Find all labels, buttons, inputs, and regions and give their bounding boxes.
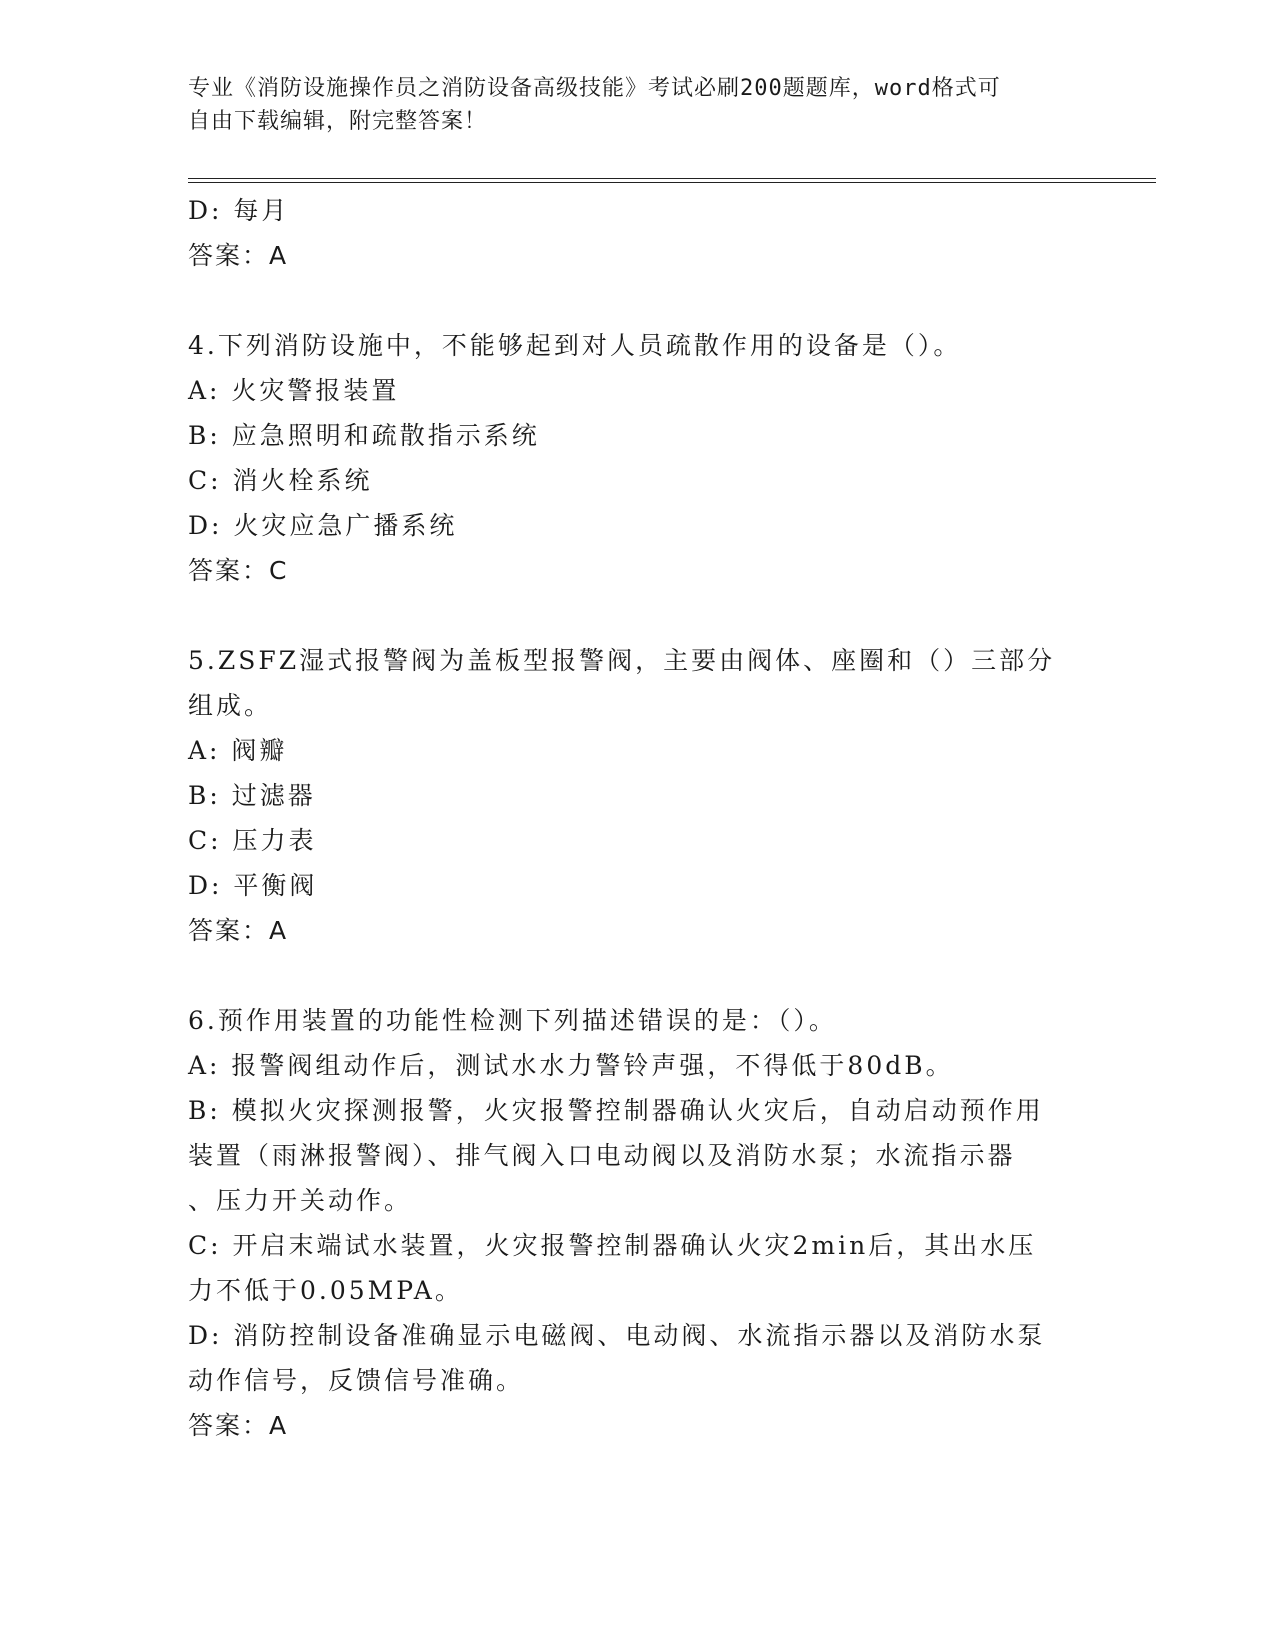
question-text: 6.预作用装置的功能性检测下列描述错误的是：（）。 [188,1006,837,1035]
option-b: B: 应急照明和疏散指示系统 [188,421,540,450]
option-c: C: 开启末端试水装置，火灾报警控制器确认火灾2min后，其出水压 [188,1231,1037,1260]
question-text-cont: 组成。 [188,691,273,720]
header-line-2: 自由下载编辑，附完整答案！ [188,109,488,134]
header-line-1: 专业《消防设施操作员之消防设备高级技能》考试必刷200题题库，word格式可 [188,76,1001,101]
prev-option-d: D: 每月 [188,196,290,225]
option-a: A: 火灾警报装置 [188,376,400,405]
document-header [188,72,1068,138]
prev-answer: 答案：A [188,241,289,270]
spacer [188,953,1088,998]
option-b-cont-2: 、压力开关动作。 [188,1186,413,1215]
option-c: C: 压力表 [188,826,317,855]
question-6 [188,998,1088,1448]
option-a: A: 报警阀组动作后，测试水水力警铃声强，不得低于80dB。 [188,1051,954,1080]
question-text: 5.ZSFZ湿式报警阀为盖板型报警阀，主要由阀体、座圈和（）三部分 [188,646,1056,675]
option-d: D: 火灾应急广播系统 [188,511,458,540]
option-b-cont-1: 装置（雨淋报警阀）、排气阀入口电动阀以及消防水泵；水流指示器 [188,1141,1016,1170]
question-list [188,188,1088,1448]
question-4 [188,323,1088,593]
header-divider [188,178,1156,183]
question-5 [188,638,1088,953]
spacer [188,278,1088,323]
option-c: C: 消火栓系统 [188,466,373,495]
option-d-cont: 动作信号，反馈信号准确。 [188,1366,525,1395]
answer: 答案：A [188,1411,289,1440]
answer: 答案：C [188,556,289,585]
question-text: 4.下列消防设施中，不能够起到对人员疏散作用的设备是（）。 [188,331,962,360]
spacer [188,593,1088,638]
answer: 答案：A [188,916,289,945]
option-d: D: 平衡阀 [188,871,318,900]
option-c-cont: 力不低于0.05MPA。 [188,1276,463,1305]
option-d: D: 消防控制设备准确显示电磁阀、电动阀、水流指示器以及消防水泵 [188,1321,1046,1350]
option-b: B: 过滤器 [188,781,316,810]
option-a: A: 阀瓣 [188,736,288,765]
option-b: B: 模拟火灾探测报警，火灾报警控制器确认火灾后，自动启动预作用 [188,1096,1044,1125]
